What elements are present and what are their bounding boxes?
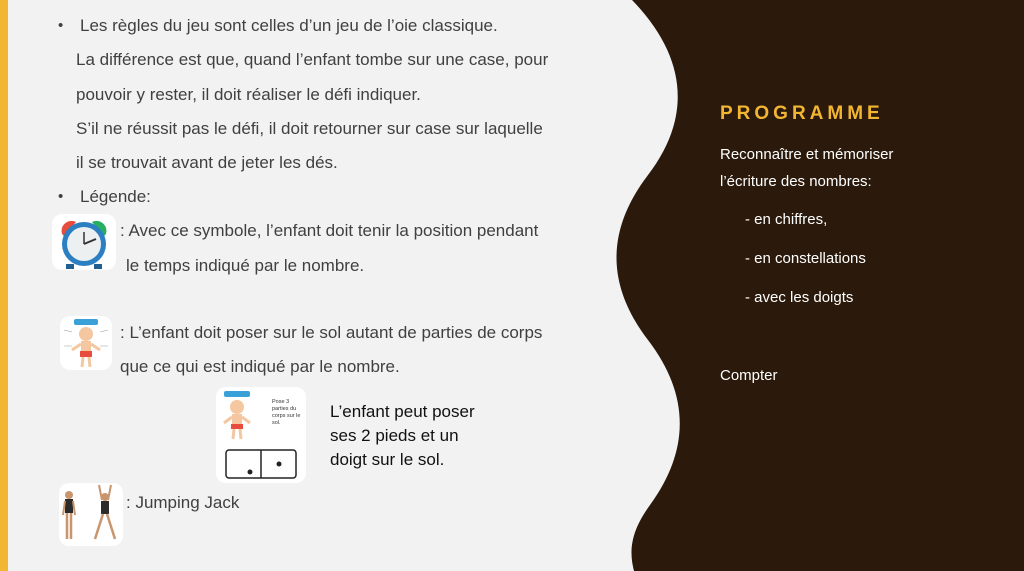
- programme-line-1: Reconnaître et mémoriser: [720, 146, 894, 163]
- legend-title: Légende:: [80, 187, 151, 206]
- legend-clock-line-1: : Avec ce symbole, l’enfant doit tenir la position pendant: [120, 221, 539, 240]
- legend-body-line-1: : L’enfant doit poser sur le sol autant de parties de corps: [120, 323, 543, 342]
- example-text: L’enfant peut poser ses 2 pieds et un doigt sur le sol.: [330, 402, 475, 469]
- programme-item-constellations: - en constellations: [745, 250, 866, 267]
- clock-icon: [52, 214, 116, 270]
- legend-body-line-2: que ce qui est indiqué par le nombre.: [120, 357, 400, 376]
- programme-item-chiffres: - en chiffres,: [745, 211, 828, 228]
- programme-item-compter: Compter: [720, 367, 778, 384]
- jumping-jack-icon: [59, 483, 123, 546]
- rules-line-1: Les règles du jeu sont celles d’un jeu de l’oie classique.: [80, 16, 498, 35]
- programme-item-doigts: - avec les doigts: [745, 289, 854, 306]
- legend-jumping-jack: : Jumping Jack: [126, 493, 240, 512]
- rules-line-4: S’il ne réussit pas le défi, il doit retourner sur case sur laquelle: [76, 119, 543, 138]
- rules-line-2: La différence est que, quand l’enfant tombe sur une case, pour: [76, 50, 549, 69]
- rules-line-3: pouvoir y rester, il doit réaliser le défi indiquer.: [76, 85, 421, 104]
- example-card: [216, 387, 306, 483]
- programme-line-2: l’écriture des nombres:: [720, 173, 872, 190]
- rules-line-5: il se trouvait avant de jeter les dés.: [76, 153, 338, 172]
- bullet: •: [58, 188, 64, 205]
- legend-clock-line-2: le temps indiqué par le nombre.: [126, 256, 365, 275]
- bullet: •: [58, 17, 64, 34]
- programme-title: PROGRAMME: [720, 103, 884, 124]
- body-parts-icon: [60, 316, 112, 370]
- example-card-text: Pose 3 parties du corps sur le sol.: [272, 399, 301, 426]
